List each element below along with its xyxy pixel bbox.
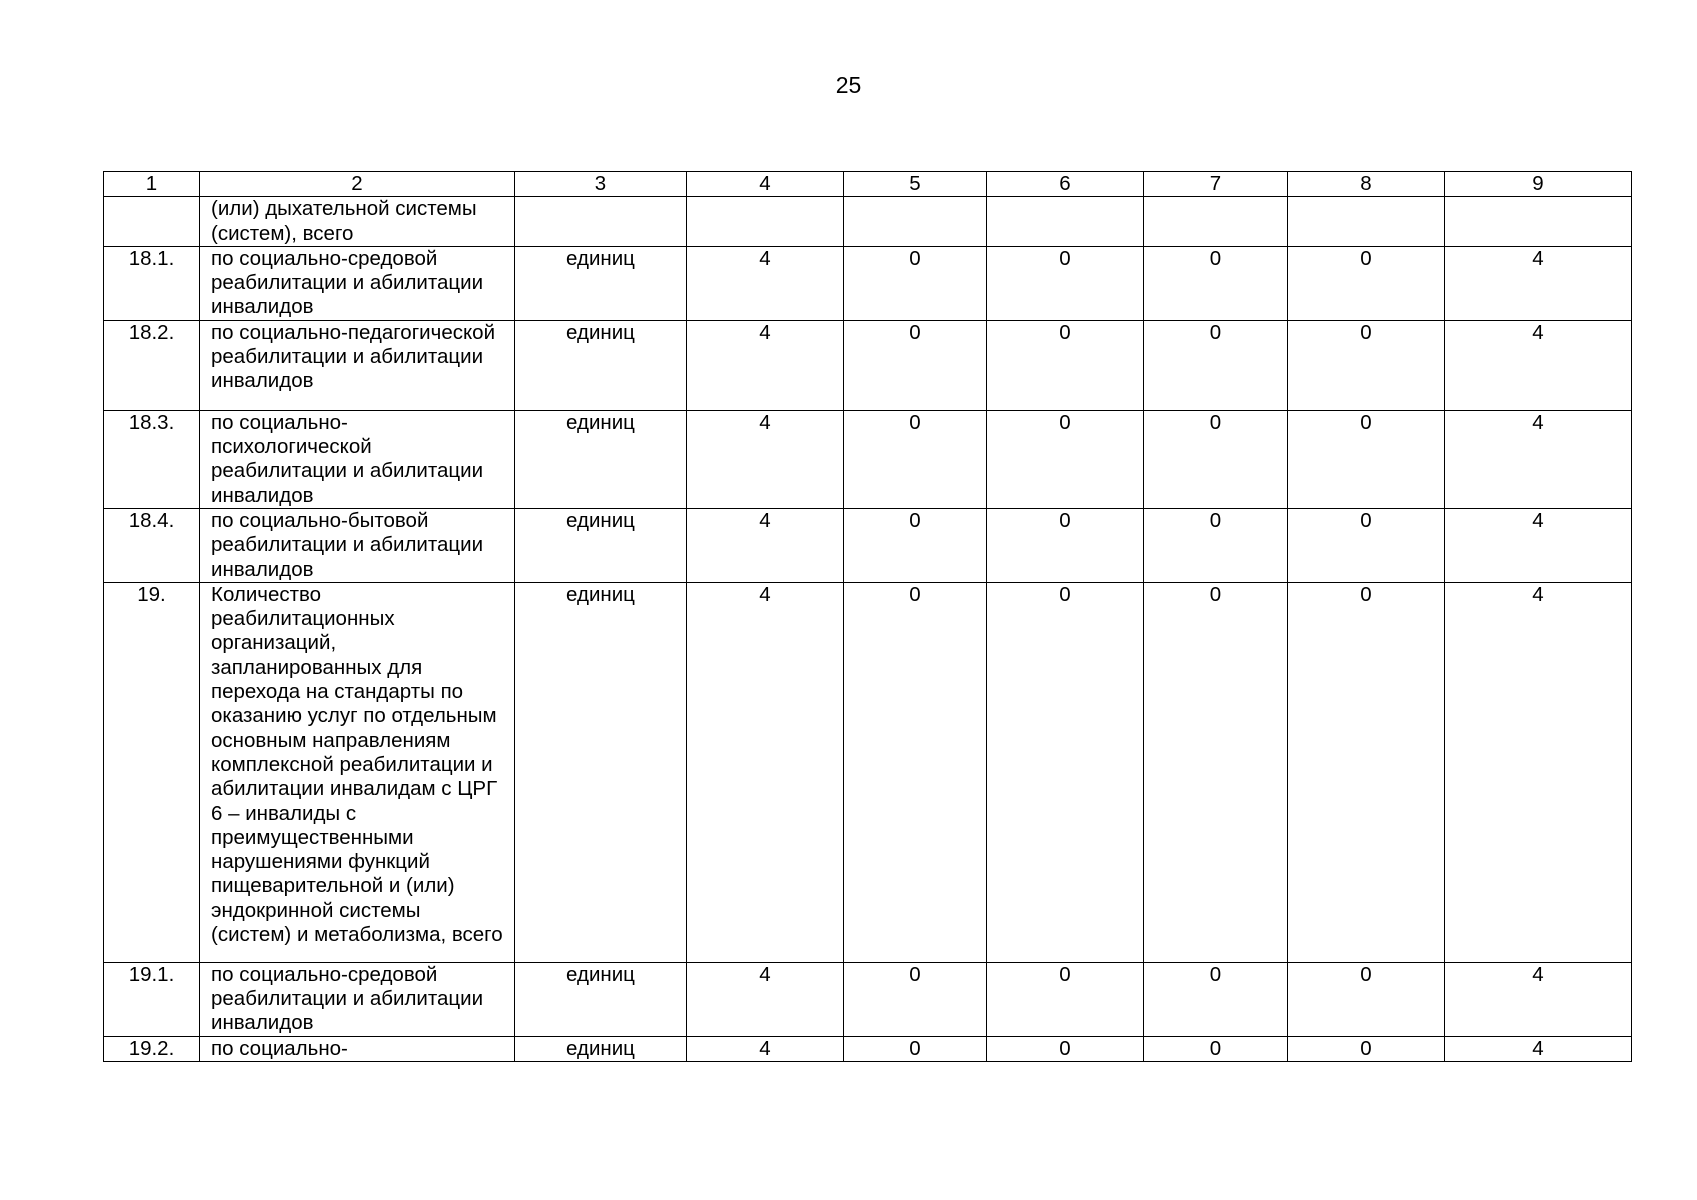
indicator-name-cell: по социально-психологической реабилитации и абилитации инвалидов [200, 410, 515, 508]
value-cell: 0 [1144, 582, 1288, 962]
value-cell: 0 [1144, 320, 1288, 410]
value-cell: 0 [1288, 508, 1445, 582]
column-header: 5 [844, 172, 987, 197]
value-cell: 0 [844, 410, 987, 508]
value-cell: 0 [987, 962, 1144, 1036]
value-cell: 4 [1445, 962, 1632, 1036]
value-cell [1445, 197, 1632, 247]
table-row [104, 197, 1632, 247]
table-row [104, 582, 1632, 962]
indicator-name-cell: (или) дыхательной системы (систем), всего [200, 197, 515, 247]
column-header: 3 [515, 172, 687, 197]
page-number: 25 [835, 72, 862, 98]
row-number-cell [104, 197, 200, 247]
value-cell: 0 [987, 320, 1144, 410]
value-cell: 0 [987, 246, 1144, 320]
value-cell: 0 [1144, 508, 1288, 582]
column-header: 2 [200, 172, 515, 197]
table-row [104, 508, 1632, 582]
indicator-name-cell: по социально- [200, 1036, 515, 1061]
row-number-cell: 19. [104, 582, 200, 962]
unit-cell: единиц [515, 246, 687, 320]
unit-cell: единиц [515, 1036, 687, 1061]
value-cell: 0 [1288, 582, 1445, 962]
value-cell: 0 [1288, 962, 1445, 1036]
value-cell: 0 [844, 962, 987, 1036]
indicator-name-cell: по социально-бытовой реабилитации и абилитации инвалидов [200, 508, 515, 582]
indicator-name-cell: по социально-педагогической реабилитации и абилитации инвалидов [200, 320, 515, 410]
column-header: 1 [104, 172, 200, 197]
value-cell: 0 [987, 508, 1144, 582]
unit-cell: единиц [515, 582, 687, 962]
value-cell: 0 [1288, 1036, 1445, 1061]
value-cell [987, 197, 1144, 247]
row-number-cell: 19.2. [104, 1036, 200, 1061]
row-number-cell: 18.2. [104, 320, 200, 410]
value-cell: 4 [687, 246, 844, 320]
indicator-name-cell: Количество реабилитационных организаций, запланированных для перехода на стандарты по оказанию услуг по отдельным основным направлениям комплексной реабилитации и абилитации инвалидам с ЦРГ 6 – инвалиды с преимущественными нарушениями функций пищеварительной и (или) эндокринной системы (систем) и метаболизма, всего [200, 582, 515, 962]
value-cell: 0 [844, 582, 987, 962]
table-row [104, 410, 1632, 508]
value-cell: 4 [1445, 1036, 1632, 1061]
unit-cell [515, 197, 687, 247]
value-cell: 4 [1445, 508, 1632, 582]
value-cell: 0 [1288, 246, 1445, 320]
value-cell: 4 [1445, 320, 1632, 410]
value-cell: 4 [687, 508, 844, 582]
table-row [104, 962, 1632, 1036]
row-number-cell: 18.1. [104, 246, 200, 320]
value-cell: 4 [687, 320, 844, 410]
value-cell: 4 [1445, 582, 1632, 962]
value-cell: 0 [844, 246, 987, 320]
indicator-name-cell: по социально-средовой реабилитации и абилитации инвалидов [200, 962, 515, 1036]
indicator-name-cell: по социально-средовой реабилитации и абилитации инвалидов [200, 246, 515, 320]
value-cell: 0 [1144, 246, 1288, 320]
value-cell [844, 197, 987, 247]
table-header-row [104, 172, 1632, 197]
value-cell: 4 [1445, 246, 1632, 320]
value-cell: 4 [687, 962, 844, 1036]
value-cell: 0 [987, 410, 1144, 508]
column-header: 9 [1445, 172, 1632, 197]
indicators-table [103, 171, 1632, 1062]
value-cell: 0 [987, 1036, 1144, 1061]
unit-cell: единиц [515, 962, 687, 1036]
value-cell: 4 [687, 1036, 844, 1061]
value-cell: 0 [1144, 410, 1288, 508]
value-cell [1144, 197, 1288, 247]
column-header: 6 [987, 172, 1144, 197]
unit-cell: единиц [515, 508, 687, 582]
value-cell: 4 [687, 410, 844, 508]
value-cell: 0 [844, 508, 987, 582]
value-cell: 0 [1144, 962, 1288, 1036]
unit-cell: единиц [515, 410, 687, 508]
table-row [104, 1036, 1632, 1061]
value-cell: 0 [987, 582, 1144, 962]
table-row [104, 320, 1632, 410]
row-number-cell: 19.1. [104, 962, 200, 1036]
table-row [104, 246, 1632, 320]
column-header: 8 [1288, 172, 1445, 197]
value-cell: 0 [1288, 320, 1445, 410]
value-cell: 0 [1144, 1036, 1288, 1061]
value-cell: 0 [1288, 410, 1445, 508]
value-cell: 0 [844, 320, 987, 410]
row-number-cell: 18.3. [104, 410, 200, 508]
column-header: 7 [1144, 172, 1288, 197]
value-cell [687, 197, 844, 247]
unit-cell: единиц [515, 320, 687, 410]
column-header: 4 [687, 172, 844, 197]
value-cell: 4 [1445, 410, 1632, 508]
row-number-cell: 18.4. [104, 508, 200, 582]
value-cell [1288, 197, 1445, 247]
value-cell: 0 [844, 1036, 987, 1061]
value-cell: 4 [687, 582, 844, 962]
